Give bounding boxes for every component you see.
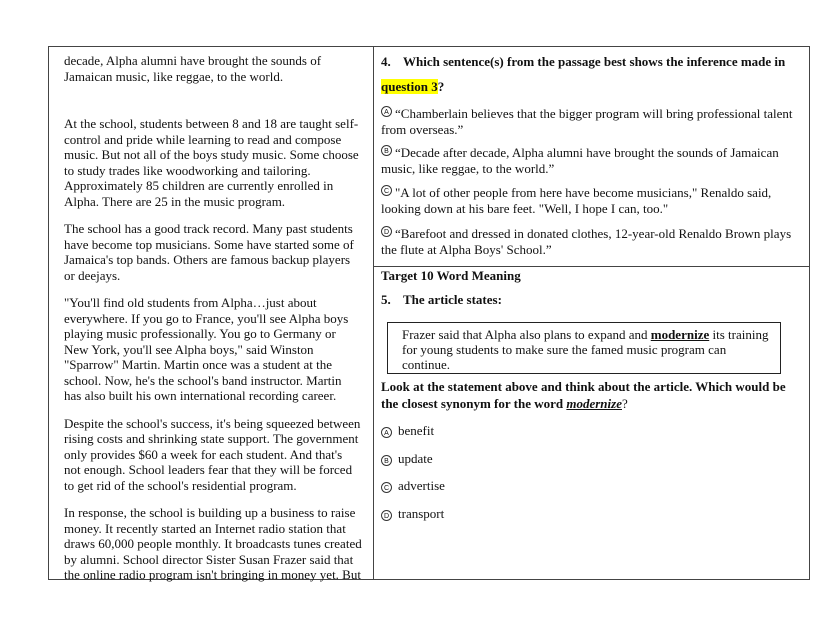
option-label-icon: B — [381, 145, 392, 156]
option-text: “Decade after decade, Alpha alumni have brought the sounds of Jamaican music, like reggae, to the world.” — [381, 145, 779, 176]
question-mark: ? — [621, 396, 628, 411]
answer-option-c[interactable] — [381, 478, 445, 494]
target-heading: Target 10 Word Meaning — [381, 268, 521, 283]
passage-paragraph: In response, the school is building up a business to raise money. It recently started an Internet radio station that draws 60,000 people monthly. It broadcasts tunes created by alumni. School director Sister Susan Frazer said that the online radio program isn't bringing in money yet. But — [64, 505, 362, 582]
passage-paragraph: The school has a good track record. Many past students have become top musicians. Some have started some of Jamaica's top bands. Others are famous backup players or deejays. — [64, 221, 354, 283]
answer-option-c[interactable] — [381, 185, 801, 217]
answer-option-a[interactable] — [381, 106, 801, 138]
answer-option-b[interactable] — [381, 145, 801, 177]
highlighted-reference: question 3 — [381, 79, 438, 94]
quoted-statement-box — [387, 322, 781, 374]
column-divider — [373, 46, 374, 580]
answer-option-d[interactable] — [381, 226, 801, 258]
passage-column — [64, 53, 362, 583]
option-text: "A lot of other people from here have become musicians," Renaldo said, looking down at his bare feet. "Well, I hope I can, too." — [381, 185, 772, 216]
option-text: update — [398, 451, 433, 466]
question-mark: ? — [437, 79, 445, 94]
passage-paragraph: "You'll find old students from Alpha…just about everywhere. If you go to France, you'll see Alpha boys playing music professionally. You go to Germany or New York, you'll see Alpha boys," said Winston "Sparrow" Martin. Martin once was a student at the school. Now, he's the school's band instructor. Martin has also built his own international recording career. — [64, 295, 349, 403]
option-text: advertise — [398, 478, 445, 493]
option-text: “Chamberlain believes that the bigger program will bring professional talent from overseas.” — [381, 106, 793, 137]
vocab-word: modernize — [566, 396, 622, 411]
question-number: 4. — [381, 54, 391, 69]
question-text: Which sentence(s) from the passage best shows the inference made in — [403, 54, 786, 69]
question-text: The article states: — [403, 292, 502, 307]
option-label-icon: D — [381, 226, 392, 237]
vocab-word: modernize — [650, 327, 710, 342]
option-label-icon: C — [381, 185, 392, 196]
option-label-icon: B — [381, 455, 392, 466]
quote-text: Frazer said that Alpha also plans to expand and — [402, 327, 651, 342]
option-label-icon: D — [381, 510, 392, 521]
option-text: benefit — [398, 423, 435, 438]
option-label-icon: A — [381, 106, 392, 117]
option-text: “Barefoot and dressed in donated clothes, 12-year-old Renaldo Brown plays the flute at Alpha Boys' School.” — [381, 226, 792, 257]
question-4-prompt — [381, 53, 801, 95]
passage-paragraph: At the school, students between 8 and 18 are taught self-control and pride while learning to read and compose music. But not all of the boys study music. Some choose to study trades like woodworking and tailoring. Approximately 85 children are currently enrolled in Alpha. There are 25 in the music program. — [64, 116, 359, 209]
question-number: 5. — [381, 292, 391, 307]
answer-option-a[interactable] — [381, 423, 434, 439]
question-5-ask — [381, 378, 801, 412]
option-label-icon: C — [381, 482, 392, 493]
option-label-icon: A — [381, 427, 392, 438]
question-5-prompt — [381, 292, 502, 308]
ask-text: Look at the statement above and think about the article. Which would be the closest synonym for the word — [381, 379, 786, 411]
answer-option-b[interactable] — [381, 451, 433, 467]
passage-paragraph: decade, Alpha alumni have brought the sounds of Jamaican music, like reggae, to the world. — [64, 53, 322, 84]
quote-text: its training for young students to make sure the famed music program can continue. — [402, 327, 769, 372]
passage-paragraph: Despite the school's success, it's being squeezed between rising costs and shrinking state support. The government only provides $60 a week for each student. And that's not enough. School leaders fear that they will be forced to get rid of the school's residential program. — [64, 415, 361, 493]
answer-option-d[interactable] — [381, 506, 444, 522]
row-divider — [373, 266, 810, 267]
option-text: transport — [398, 506, 445, 521]
